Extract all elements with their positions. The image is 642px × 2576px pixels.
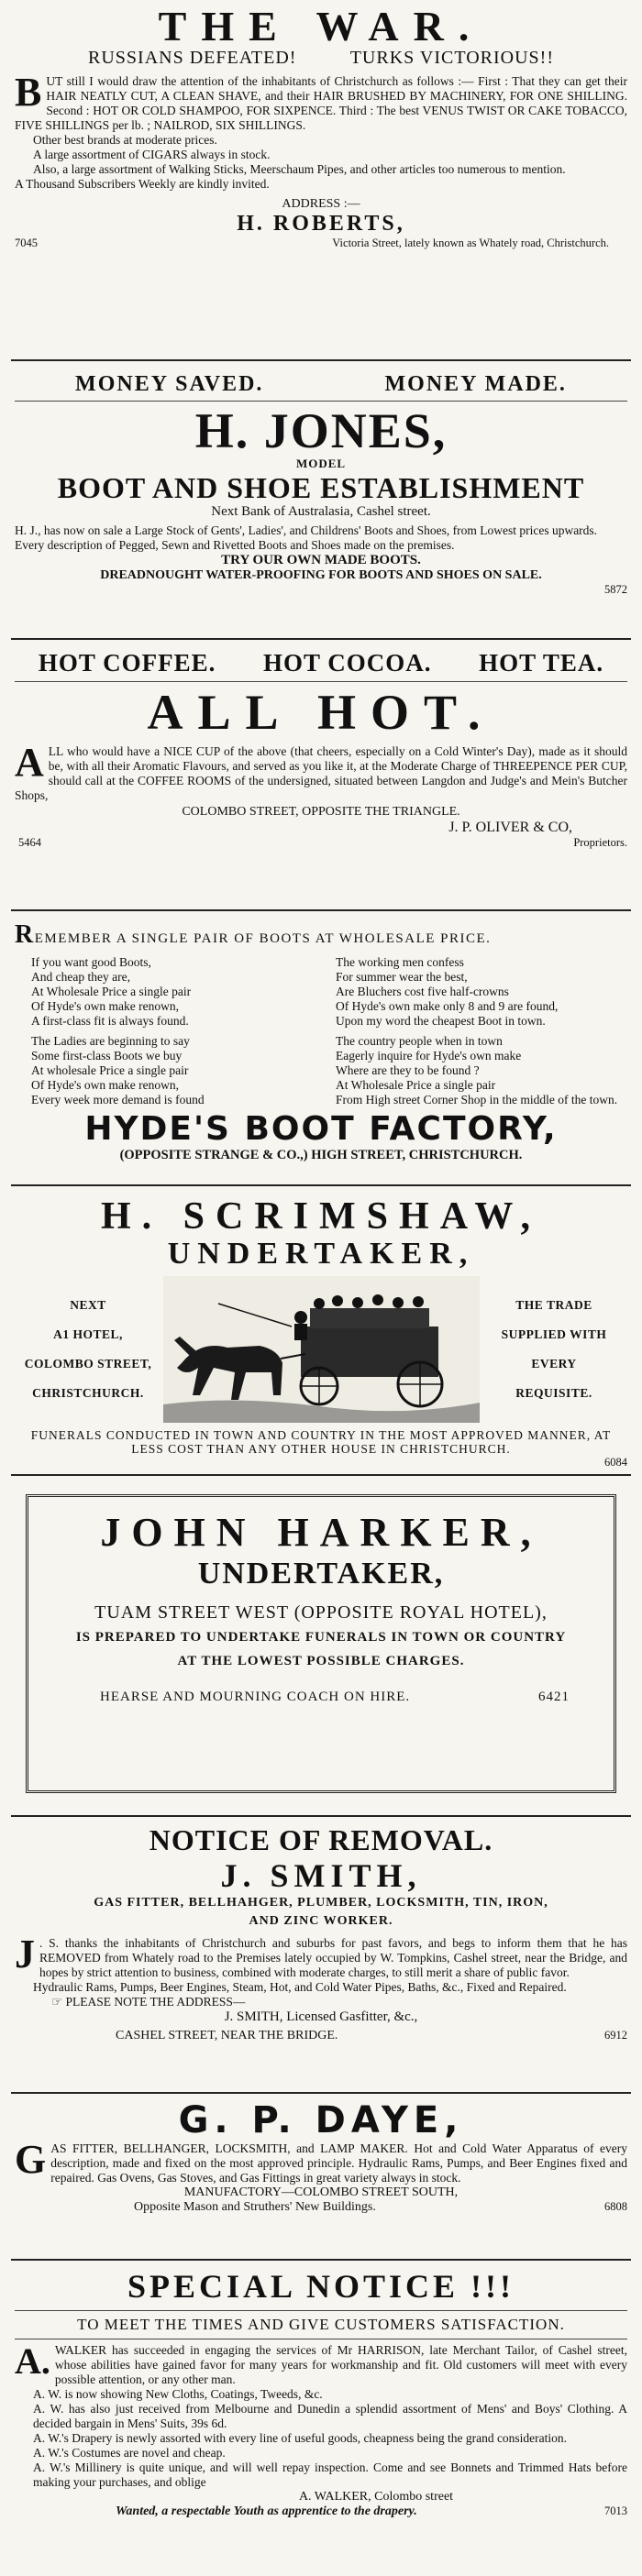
newspaper-page bbox=[11, 0, 631, 2576]
verse-line: Of Hyde's own make renown, bbox=[31, 1078, 180, 1092]
hot-coffee: HOT COFFEE. bbox=[38, 649, 216, 677]
scrim-left-line: CHRISTCHURCH. bbox=[32, 1386, 144, 1400]
jones-p3: TRY OUR OWN MADE BOOTS. bbox=[221, 553, 421, 567]
war-number: 7045 bbox=[15, 237, 38, 249]
verse-line: If you want good Boots, bbox=[31, 955, 151, 969]
hyde-verse-left bbox=[31, 955, 323, 1107]
verse-line: Some first-class Boots we buy bbox=[31, 1049, 183, 1062]
harker-number: 6421 bbox=[538, 1690, 570, 1704]
hyde-dropcap: R bbox=[15, 920, 35, 949]
walker-dropcap: A. bbox=[15, 2340, 50, 2382]
hot-rule bbox=[15, 681, 627, 682]
hot-number: 5464 bbox=[18, 836, 41, 849]
verse-line: At Wholesale Price a single pair bbox=[31, 985, 192, 998]
smith-please: ☞ PLEASE NOTE THE ADDRESS— bbox=[51, 1995, 246, 2009]
verse-line: Of Hyde's own make only 8 and 9 are found, bbox=[336, 999, 559, 1013]
hot-body-text: LL who would have a NICE CUP of the above (that cheers, especially on a Cold Winter's Day), made as it should be, with all their Aromatic Flavours, and served as you like it, at the Moderate Charge of THREEPENCE PER CUP, should call at the COFFEE ROOMS of the undersigned, situated between Langdon and Judge's and Mein's Butcher Shops, bbox=[15, 744, 627, 802]
harker-ad bbox=[11, 1476, 631, 1815]
harker-street: TUAM STREET WEST (OPPOSITE ROYAL HOTEL), bbox=[94, 1602, 548, 1623]
walker-meet: TO MEET THE TIMES AND GIVE CUSTOMERS SATISFACTION. bbox=[77, 2316, 565, 2333]
walker-number: 7013 bbox=[604, 2504, 627, 2517]
walker-l3: A. W.'s Drapery is newly assorted with every line of useful goods, cheapness being the grand consideration. bbox=[33, 2431, 568, 2445]
jones-p4: DREADNOUGHT WATER-PROOFING FOR BOOTS AND SHOES ON SALE. bbox=[100, 568, 542, 582]
hot-body bbox=[15, 740, 627, 803]
verse-line: Every week more demand is found bbox=[31, 1093, 205, 1106]
walker-footer bbox=[15, 2504, 627, 2519]
walker-l5: A. W.'s Millinery is quite unique, and will well repay inspection. Come and see Bonnets and Trimmed Hats before making your purchases, and oblige bbox=[33, 2460, 627, 2489]
harker-hearse: HEARSE AND MOURNING COACH ON HIRE. bbox=[100, 1690, 411, 1704]
scrimshaw-mid bbox=[15, 1276, 627, 1423]
smith-dropcap: J bbox=[15, 1932, 35, 1976]
verse-line: Where are they to be found ? bbox=[336, 1063, 480, 1077]
hyde-verse bbox=[31, 955, 627, 1107]
scrimshaw-funerals: FUNERALS CONDUCTED IN TOWN AND COUNTRY IN THE MOST APPROVED MANNER, AT LESS COST THAN ANY OTHER HOUSE IN CHRISTCHURCH. bbox=[30, 1428, 612, 1456]
smith-body-text: . S. thanks the inhabitants of Christchurch and suburbs for past favors, and begs to inform them that he has REMOVED from Whately road to the Premises lately occupied by W. Tompkins, Cashel street, near the Bridge, and hopes by strict attention to business, combined with moderate charges, to still merit a share of public favor. bbox=[39, 1936, 627, 1979]
smith-footer bbox=[15, 2029, 627, 2043]
smith-ad bbox=[11, 1817, 631, 2094]
verse-line: The country people when in town bbox=[336, 1034, 503, 1048]
hyde-factory: HYDE'S BOOT FACTORY, bbox=[84, 1110, 558, 1148]
walker-l2: A. W. has also just received from Melbourne and Dunedin a splendid assortment of Mens' and Boys' Clothing. A decided bargain in Mens' Suits, 39s 6d. bbox=[33, 2402, 627, 2430]
hot-name: J. P. OLIVER & CO, bbox=[448, 820, 572, 835]
daye-dropcap: G bbox=[15, 2137, 47, 2182]
smith-sign: J. SMITH, Licensed Gasfitter, &c., bbox=[224, 2009, 418, 2024]
war-name: H. ROBERTS, bbox=[237, 212, 405, 236]
war-title: THE WAR. bbox=[158, 3, 484, 50]
scrimshaw-left bbox=[15, 1291, 161, 1408]
all-hot-title: ALL HOT. bbox=[147, 685, 495, 740]
verse-line: Eagerly inquire for Hyde's own make bbox=[336, 1049, 522, 1062]
harker-name: JOHN HARKER, bbox=[100, 1510, 542, 1555]
harker-title: UNDERTAKER, bbox=[197, 1557, 445, 1591]
war-body3: A large assortment of CIGARS always in stock. bbox=[33, 148, 271, 161]
walker-l1: A. W. is now showing New Cloths, Coatings, Tweeds, &c. bbox=[33, 2387, 323, 2401]
scrimshaw-number: 6084 bbox=[604, 1456, 627, 1469]
daye-body bbox=[15, 2137, 627, 2185]
walker-ad bbox=[11, 2261, 631, 2576]
daye-opposite: Opposite Mason and Struthers' New Buildings. bbox=[134, 2200, 376, 2214]
war-subtitle bbox=[15, 48, 627, 69]
oliver-ad bbox=[11, 640, 631, 911]
scrim-right-line: SUPPLIED WITH bbox=[501, 1327, 607, 1341]
walker-l4: A. W.'s Costumes are novel and cheap. bbox=[33, 2446, 226, 2460]
war-subtitle-right: TURKS VICTORIOUS!! bbox=[349, 48, 554, 68]
verse-line: The Ladies are beginning to say bbox=[31, 1034, 190, 1048]
verse-line: And cheap they are, bbox=[31, 970, 130, 984]
verse-line: Are Bluchers cost five half-crowns bbox=[336, 985, 509, 998]
jones-ad bbox=[11, 361, 631, 640]
hyde-head bbox=[15, 920, 627, 950]
jones-next: Next Bank of Australasia, Cashel street. bbox=[211, 504, 431, 519]
hearse-engraving bbox=[163, 1276, 480, 1423]
daye-name: G. P. DAYE, bbox=[178, 2099, 464, 2141]
scrim-right-line: REQUISITE. bbox=[515, 1386, 592, 1400]
daye-footer bbox=[15, 2200, 627, 2215]
daye-ad bbox=[11, 2094, 631, 2261]
hot-footer bbox=[15, 836, 627, 850]
walker-sign: A. WALKER, Colombo street bbox=[298, 2490, 454, 2504]
war-body-text: UT still I would draw the attention of the inhabitants of Christchurch as follows :— First : That they can get their HAIR NEATLY CUT, A CLEAN SHAVE, and their HAIR BRUSHED BY MACHINERY, FOR ONE SHILLING. Second : HOT OR COLD SHAMPOO, FOR SIXPENCE. Third : The best VENUS TWIST OR CAKE TOBACCO, FIVE SHILLINGS per lb. ; NAILROD, SIX SHILLINGS. bbox=[15, 74, 627, 132]
jones-boot: BOOT AND SHOE ESTABLISHMENT bbox=[57, 471, 585, 504]
smith-body bbox=[15, 1932, 627, 1980]
walker-special: SPECIAL NOTICE !!! bbox=[127, 2268, 515, 2305]
daye-manufactory: MANUFACTORY—COLOMBO STREET SOUTH, bbox=[183, 2185, 459, 2199]
war-body5: A Thousand Subscribers Weekly are kindly invited. bbox=[15, 177, 270, 191]
war-address-label: ADDRESS :— bbox=[282, 197, 360, 211]
verse-line: Of Hyde's own make renown, bbox=[31, 999, 180, 1013]
verse-line: A first-class fit is always found. bbox=[31, 1014, 189, 1028]
smith-notice: NOTICE OF REMOVAL. bbox=[149, 1823, 493, 1856]
jones-name: H. JONES, bbox=[194, 403, 448, 458]
smith-name: J. SMITH, bbox=[220, 1857, 422, 1894]
hyde-ad bbox=[11, 911, 631, 1186]
scrim-left-line: COLOMBO STREET, bbox=[24, 1357, 152, 1371]
hot-cocoa: HOT COCOA. bbox=[262, 649, 432, 677]
walker-rule bbox=[15, 2310, 627, 2311]
jones-p1: H. J., has now on sale a Large Stock of Gents', Ladies', and Childrens' Boots and Shoes, from Lowest prices upwards. bbox=[15, 523, 598, 537]
smith-trades1: GAS FITTER, BELLHAHGER, PLUMBER, LOCKSMITH, TIN, IRON, bbox=[94, 1896, 548, 1910]
harker-line1: IS PREPARED TO UNDERTAKE FUNERALS IN TOWN OR COUNTRY bbox=[75, 1630, 567, 1645]
jones-model: MODEL bbox=[295, 457, 347, 470]
smith-address: CASHEL STREET, NEAR THE BRIDGE. bbox=[116, 2029, 338, 2042]
walker-wanted: Wanted, a respectable Youth as apprentice to the drapery. bbox=[116, 2504, 417, 2518]
war-body2: Other best brands at moderate prices. bbox=[33, 133, 217, 147]
scrim-right-line: THE TRADE bbox=[515, 1298, 592, 1312]
verse-line: For summer wear the best, bbox=[336, 970, 468, 984]
hot-dropcap: A bbox=[15, 740, 44, 785]
scrim-left-line: A1 HOTEL, bbox=[53, 1327, 123, 1341]
scrim-right-line: EVERY bbox=[531, 1357, 577, 1371]
war-subtitle-left: RUSSIANS DEFEATED! bbox=[88, 48, 297, 68]
daye-number: 6808 bbox=[604, 2200, 627, 2213]
verse-line: From High street Corner Shop in the middle of the town. bbox=[336, 1093, 618, 1106]
smith-body2: Hydraulic Rams, Pumps, Beer Engines, Steam, Hot, and Cold Water Pipes, Baths, &c., Fixed and Repaired. bbox=[33, 1980, 567, 1994]
verse-line: Upon my word the cheapest Boot in town. bbox=[336, 1014, 546, 1028]
smith-trades2: AND ZINC WORKER. bbox=[249, 1914, 393, 1928]
harker-footer bbox=[45, 1690, 597, 1705]
hot-head bbox=[15, 649, 627, 677]
harker-line2: AT THE LOWEST POSSIBLE CHARGES. bbox=[177, 1654, 465, 1668]
hyde-head-text: EMEMBER A SINGLE PAIR OF BOOTS AT WHOLESALE PRICE. bbox=[34, 931, 492, 946]
scrimshaw-ad bbox=[11, 1186, 631, 1476]
war-dropcap: B bbox=[15, 70, 42, 115]
verse-line: At wholesale Price a single pair bbox=[31, 1063, 189, 1077]
war-address: Victoria Street, lately known as Whately road, Christchurch. bbox=[332, 237, 609, 249]
verse-line: At Wholesale Price a single pair bbox=[336, 1078, 496, 1092]
harker-box bbox=[26, 1494, 616, 1793]
jones-p2: Every description of Pegged, Sewn and Rivetted Boots and Shoes made on the premises. bbox=[15, 538, 455, 552]
daye-body-text: AS FITTER, BELLHANGER, LOCKSMITH, and LAMP MAKER. Hot and Cold Water Apparatus of every description, made and fixed on the most approved principle. Hydraulic Rams, Pumps, and Beer Engines fixed and repaired. Gas Ovens, Gas Stoves, and Gas Fittings in great variety always in stock. bbox=[50, 2141, 627, 2185]
scrim-left-line: NEXT bbox=[70, 1298, 106, 1312]
jones-head bbox=[15, 372, 627, 397]
walker-body-text: WALKER has succeeded in engaging the services of Mr HARRISON, late Merchant Tailor, of Cashel street, whose abilities have gained favor for many years for workmanship and fit. Old customers will meet with every possible attention, or any other man. bbox=[54, 2343, 627, 2386]
hot-proprietors: Proprietors. bbox=[573, 836, 627, 849]
hyde-address: (OPPOSITE STRANGE & CO.,) HIGH STREET, CHRISTCHURCH. bbox=[119, 1148, 523, 1162]
jones-rule bbox=[15, 401, 627, 402]
walker-body bbox=[15, 2340, 627, 2387]
war-body4: Also, a large assortment of Walking Sticks, Meerschaum Pipes, and other articles too numerous to mention. bbox=[33, 162, 566, 176]
scrimshaw-title: UNDERTAKER, bbox=[167, 1237, 475, 1271]
hyde-verse-right bbox=[336, 955, 627, 1107]
war-body bbox=[15, 70, 627, 133]
jones-head-right: MONEY MADE. bbox=[384, 372, 567, 396]
scrimshaw-right bbox=[481, 1291, 627, 1408]
hot-tea: HOT TEA. bbox=[479, 649, 604, 677]
smith-number: 6912 bbox=[604, 2029, 627, 2042]
scrimshaw-name: H. SCRIMSHAW, bbox=[100, 1195, 542, 1238]
war-footer bbox=[15, 237, 627, 250]
jones-number: 5872 bbox=[604, 583, 627, 596]
verse-line: The working men confess bbox=[336, 955, 464, 969]
jones-head-left: MONEY SAVED. bbox=[75, 372, 264, 396]
roberts-ad bbox=[11, 0, 631, 361]
hot-street: COLOMBO STREET, OPPOSITE THE TRIANGLE. bbox=[182, 805, 460, 819]
